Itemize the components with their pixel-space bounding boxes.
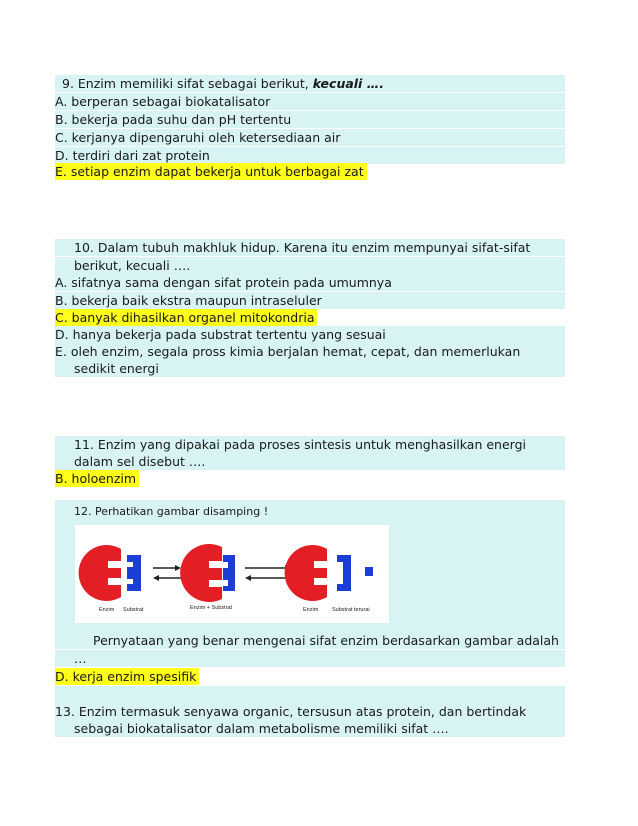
- q10-option-b: B. bekerja baik ekstra maupun intraseluler: [55, 292, 565, 309]
- question-9: [55, 75, 565, 92]
- enzyme-shape-2: [285, 545, 327, 601]
- reaction-arrow-1: [153, 565, 181, 581]
- question-10-line2: berikut, kecuali ….: [55, 257, 565, 274]
- q9-option-b: B. bekerja pada suhu dan pH tertentu: [55, 111, 565, 128]
- question-13-line2: sebagai biokatalisator dalam metabolisme memiliki sifat ….: [55, 720, 565, 737]
- q9-option-a: A. berperan sebagai biokatalisator: [55, 93, 565, 110]
- enzyme-diagram: [75, 525, 389, 623]
- q12-answer-highlighted: D. kerja enzim spesifik: [55, 668, 199, 685]
- q9-option-e-highlighted: E. setiap enzim dapat bekerja untuk berbagai zat: [55, 163, 367, 180]
- question-11-line1: 11. Enzim yang dipakai pada proses sintesis untuk menghasilkan energi: [55, 436, 565, 453]
- question-13-line1: 13. Enzim termasuk senyawa organic, tersusun atas protein, dan bertindak: [55, 703, 565, 720]
- question-11-line2: dalam sel disebut ….: [55, 453, 565, 470]
- label-substrat-terurai: Substrat terurai: [332, 607, 370, 613]
- enzyme-shape-1: [79, 545, 121, 601]
- label-enzim-1: Enzim: [99, 607, 115, 613]
- question-12: 12. Perhatikan gambar disamping !: [55, 500, 565, 524]
- question-10-line1: 10. Dalam tubuh makhluk hidup. Karena itu enzim mempunyai sifat-sifat: [55, 239, 565, 256]
- label-enzim-substrat: Enzim + Substrat: [190, 605, 233, 611]
- q11-answer-highlighted: B. holoenzim: [55, 470, 139, 487]
- enzyme-substrate-figure: [75, 525, 389, 623]
- q10-option-c-highlighted: C. banyak dihasilkan organel mitokondria: [55, 309, 317, 326]
- q9-option-d: D. terdiri dari zat protein: [55, 147, 565, 164]
- reaction-arrow-2: [245, 565, 291, 581]
- question-9-emphasis: kecuali ….: [312, 76, 384, 91]
- substrate-shape-1: [127, 555, 141, 591]
- q12-ellipsis: …: [55, 650, 565, 667]
- substrate-broken: [337, 555, 373, 591]
- q10-option-d: D. hanya bekerja pada substrat tertentu yang sesuai: [55, 326, 565, 343]
- label-substrat-1: Substrat: [123, 607, 144, 613]
- q10-option-e: E. oleh enzim, segala pross kimia berjalan hemat, cepat, dan memerlukan: [55, 343, 565, 360]
- q9-option-c: C. kerjanya dipengaruhi oleh ketersediaan air: [55, 129, 565, 146]
- question-9-text: 9. Enzim memiliki sifat sebagai berikut,: [62, 76, 309, 91]
- q10-option-e-cont: sedikit energi: [55, 360, 565, 377]
- q10-option-a: A. sifatnya sama dengan sifat protein pada umumnya: [55, 274, 565, 291]
- enzyme-substrate-complex: [180, 544, 235, 602]
- q12-spacer-row: [55, 686, 565, 703]
- q12-statement: Pernyataan yang benar mengenai sifat enzim berdasarkan gambar adalah: [55, 632, 565, 649]
- label-enzim-2: Enzim: [303, 607, 319, 613]
